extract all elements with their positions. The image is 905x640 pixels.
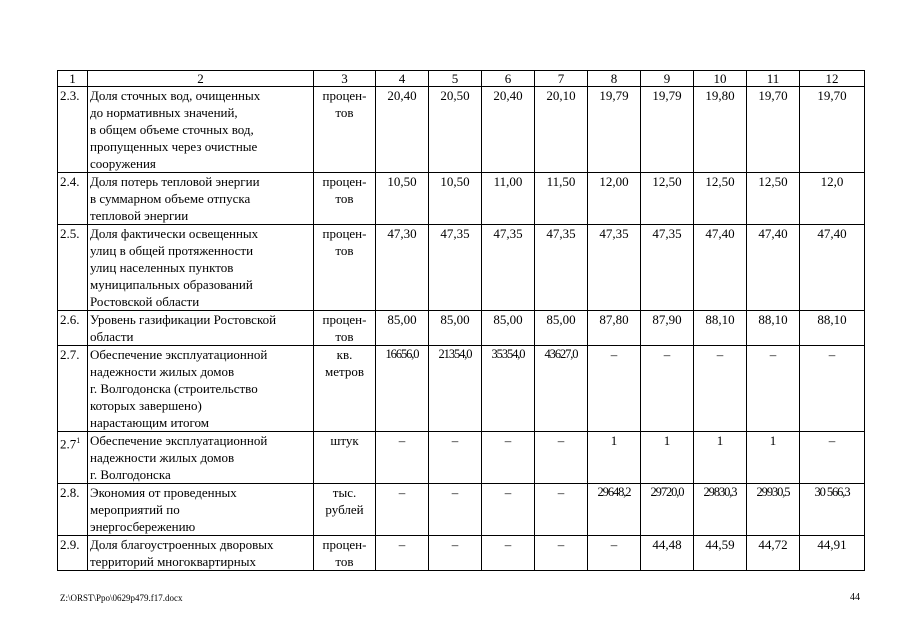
row-number-superscript: 1 <box>76 436 81 445</box>
value-cell: 85,00 <box>376 311 429 346</box>
value-cell: 29648,2 <box>588 484 641 536</box>
value-cell: 88,10 <box>800 311 865 346</box>
table-row <box>58 536 865 571</box>
value-cell: 47,40 <box>800 225 865 311</box>
row-number: 2.5. <box>60 226 80 241</box>
indicator-name: Экономия от проведенных мероприятий по энергосбережению <box>88 484 314 536</box>
value-cell: 44,91 <box>800 536 865 571</box>
value-cell: 85,00 <box>482 311 535 346</box>
header-cell: 7 <box>535 71 588 87</box>
value-cell: 12,50 <box>641 173 694 225</box>
page-number: 44 <box>850 592 860 603</box>
value-cell: 43627,0 <box>535 346 588 432</box>
header-cell: 6 <box>482 71 535 87</box>
value-cell: 19,79 <box>641 87 694 173</box>
value-cell: 47,40 <box>747 225 800 311</box>
row-number: 2.9. <box>60 537 80 552</box>
value-cell: – <box>376 432 429 484</box>
value-cell: 20,40 <box>482 87 535 173</box>
row-number-cell <box>58 225 88 311</box>
unit-cell: процен- тов <box>314 225 376 311</box>
indicator-name: Уровень газификации Ростовской области <box>88 311 314 346</box>
indicator-name: Обеспечение эксплуатационной надежности жилых домов г. Волгодонска (строительство которых завершено) нарастающим итогом <box>88 346 314 432</box>
value-cell: – <box>429 484 482 536</box>
header-cell: 3 <box>314 71 376 87</box>
indicators-table <box>57 70 865 571</box>
table-row <box>58 87 865 173</box>
value-cell: 12,00 <box>588 173 641 225</box>
header-cell: 12 <box>800 71 865 87</box>
row-number-cell <box>58 536 88 571</box>
row-number-cell <box>58 87 88 173</box>
table-row <box>58 484 865 536</box>
value-cell: 12,0 <box>800 173 865 225</box>
value-cell: 88,10 <box>747 311 800 346</box>
value-cell: 10,50 <box>376 173 429 225</box>
row-number: 2.8. <box>60 485 80 500</box>
header-cell: 8 <box>588 71 641 87</box>
table-body <box>58 71 865 571</box>
value-cell: 19,70 <box>747 87 800 173</box>
header-cell: 4 <box>376 71 429 87</box>
value-cell: 12,50 <box>747 173 800 225</box>
value-cell: – <box>482 536 535 571</box>
value-cell: 87,80 <box>588 311 641 346</box>
value-cell: 29930,5 <box>747 484 800 536</box>
value-cell: – <box>376 484 429 536</box>
table-row <box>58 432 865 484</box>
value-cell: 10,50 <box>429 173 482 225</box>
value-cell: 44,72 <box>747 536 800 571</box>
row-number-cell <box>58 346 88 432</box>
indicator-name: Обеспечение эксплуатационной надежности жилых домов г. Волгодонска <box>88 432 314 484</box>
value-cell: 12,50 <box>694 173 747 225</box>
table-row <box>58 173 865 225</box>
header-row <box>58 71 865 87</box>
row-number: 2.4. <box>60 174 80 189</box>
value-cell: 47,30 <box>376 225 429 311</box>
row-number: 2.6. <box>60 312 80 327</box>
table-row <box>58 346 865 432</box>
row-number: 2.7 <box>60 436 77 452</box>
row-number-cell <box>58 311 88 346</box>
unit-cell: тыс. рублей <box>314 484 376 536</box>
header-cell: 1 <box>58 71 88 87</box>
value-cell: – <box>535 536 588 571</box>
value-cell: – <box>694 346 747 432</box>
value-cell: 11,50 <box>535 173 588 225</box>
value-cell: – <box>800 432 865 484</box>
value-cell: 85,00 <box>429 311 482 346</box>
value-cell: – <box>482 432 535 484</box>
indicator-name: Доля фактически освещенных улиц в общей протяженности улиц населенных пунктов муниципальных образований Ростовской области <box>88 225 314 311</box>
value-cell: – <box>482 484 535 536</box>
unit-cell: процен- тов <box>314 173 376 225</box>
row-number-cell <box>58 432 88 484</box>
row-number-cell <box>58 484 88 536</box>
value-cell: – <box>641 346 694 432</box>
value-cell: 1 <box>588 432 641 484</box>
value-cell: – <box>535 432 588 484</box>
value-cell: 1 <box>747 432 800 484</box>
value-cell: 30 566,3 <box>800 484 865 536</box>
value-cell: 20,40 <box>376 87 429 173</box>
value-cell: 47,35 <box>588 225 641 311</box>
unit-cell: процен- тов <box>314 536 376 571</box>
footer-file-path: Z:\ORST\Ppo\0629p479.f17.docx <box>60 593 183 603</box>
header-cell: 11 <box>747 71 800 87</box>
value-cell: 16656,0 <box>376 346 429 432</box>
value-cell: 19,80 <box>694 87 747 173</box>
unit-cell: процен- тов <box>314 311 376 346</box>
value-cell: 21354,0 <box>429 346 482 432</box>
value-cell: 19,79 <box>588 87 641 173</box>
value-cell: – <box>747 346 800 432</box>
value-cell: 88,10 <box>694 311 747 346</box>
value-cell: – <box>588 536 641 571</box>
value-cell: 29830,3 <box>694 484 747 536</box>
value-cell: 47,40 <box>694 225 747 311</box>
value-cell: – <box>800 346 865 432</box>
value-cell: 1 <box>641 432 694 484</box>
indicator-name: Доля благоустроенных дворовых территорий многоквартирных <box>88 536 314 571</box>
value-cell: 11,00 <box>482 173 535 225</box>
value-cell: – <box>535 484 588 536</box>
value-cell: 44,59 <box>694 536 747 571</box>
value-cell: 47,35 <box>429 225 482 311</box>
value-cell: 47,35 <box>482 225 535 311</box>
indicator-name: Доля потерь тепловой энергии в суммарном объеме отпуска тепловой энергии <box>88 173 314 225</box>
value-cell: 44,48 <box>641 536 694 571</box>
value-cell: – <box>588 346 641 432</box>
value-cell: – <box>429 536 482 571</box>
row-number-cell <box>58 173 88 225</box>
header-cell: 10 <box>694 71 747 87</box>
indicator-name: Доля сточных вод, очищенных до нормативных значений, в общем объеме сточных вод, пропущенных через очистные сооружения <box>88 87 314 173</box>
value-cell: 20,50 <box>429 87 482 173</box>
table-row <box>58 225 865 311</box>
unit-cell: процен- тов <box>314 87 376 173</box>
header-cell: 9 <box>641 71 694 87</box>
unit-cell: штук <box>314 432 376 484</box>
value-cell: 47,35 <box>535 225 588 311</box>
header-cell: 2 <box>88 71 314 87</box>
value-cell: 47,35 <box>641 225 694 311</box>
value-cell: 20,10 <box>535 87 588 173</box>
value-cell: – <box>376 536 429 571</box>
row-number: 2.7. <box>60 347 80 362</box>
value-cell: 19,70 <box>800 87 865 173</box>
unit-cell: кв. метров <box>314 346 376 432</box>
table-row <box>58 311 865 346</box>
value-cell: 29720,0 <box>641 484 694 536</box>
value-cell: 1 <box>694 432 747 484</box>
header-cell: 5 <box>429 71 482 87</box>
value-cell: 85,00 <box>535 311 588 346</box>
row-number: 2.3. <box>60 88 80 103</box>
value-cell: 35354,0 <box>482 346 535 432</box>
value-cell: 87,90 <box>641 311 694 346</box>
value-cell: – <box>429 432 482 484</box>
